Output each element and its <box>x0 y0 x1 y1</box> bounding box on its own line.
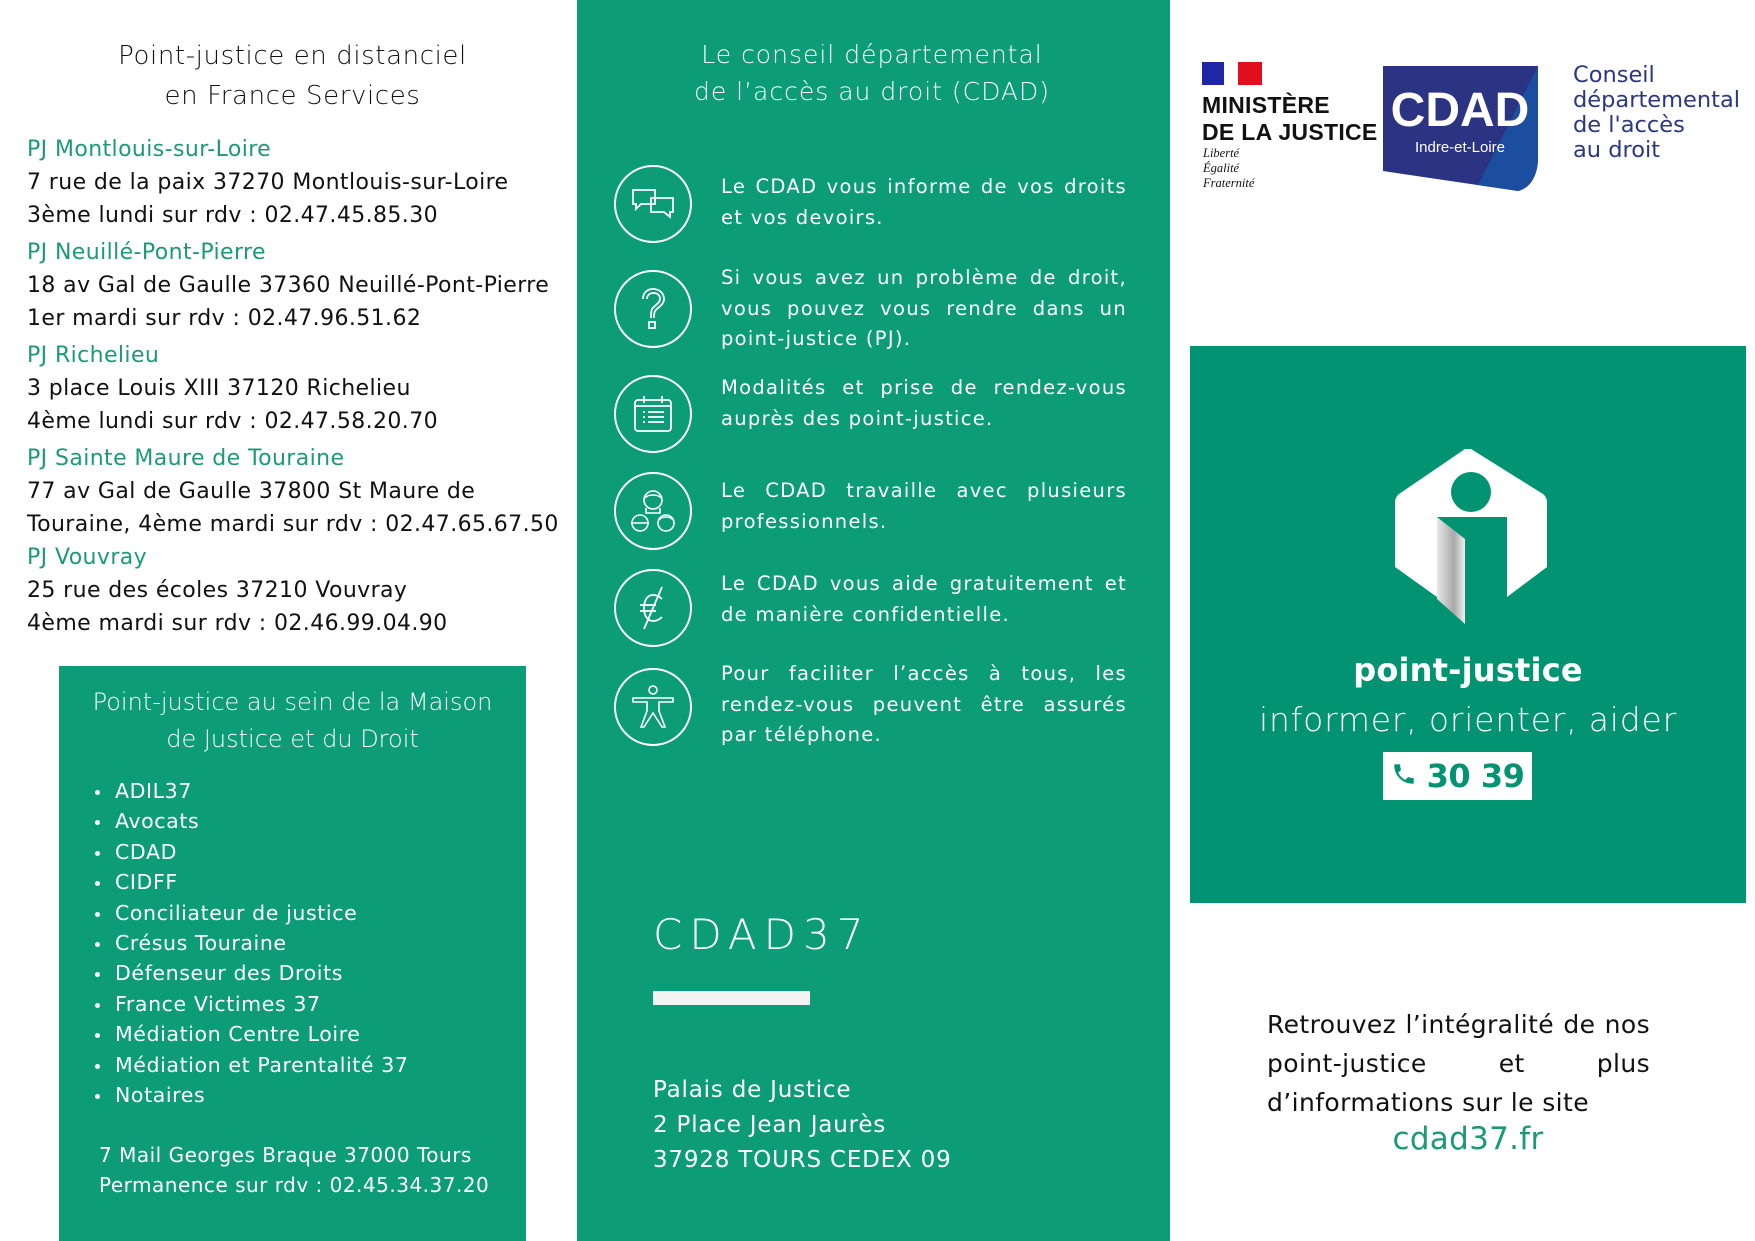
distanciel-title-line1: Point-justice en distanciel <box>118 41 467 71</box>
phone-icon <box>1391 761 1417 791</box>
mjd-title <box>59 684 526 758</box>
pj-schedule: 4ème mardi sur rdv : 02.46.99.04.90 <box>27 611 448 636</box>
feature-text: Le CDAD vous informe de vos droits et vos devoirs. <box>721 175 1127 229</box>
partner-item: Conciliateur de justice <box>93 898 526 928</box>
feature-phone-appointment <box>614 662 1134 751</box>
devise-fraternite: Fraternité <box>1203 176 1255 190</box>
feature-text: Le CDAD vous aide gratuitement et de manière confidentielle. <box>721 572 1127 626</box>
partners-list <box>59 776 526 1110</box>
feature-text: Le CDAD travaille avec plusieurs professionnels. <box>721 479 1127 533</box>
flag-blue <box>1202 62 1224 85</box>
cdad-info-column <box>577 0 1170 1241</box>
feature-text: Pour faciliter l’accès à tous, les rendez-vous peuvent être assurés par téléphone. <box>721 662 1127 746</box>
feature-text: Modalités et prise de rendez-vous auprès des point-justice. <box>721 376 1127 430</box>
mjd-title-line1: Point-justice au sein de la Maison <box>92 688 493 716</box>
org-address <box>653 1073 952 1178</box>
pj-item-montlouis <box>27 133 572 232</box>
pj-schedule: 4ème lundi sur rdv : 02.47.58.20.70 <box>27 409 438 434</box>
org-address-line3: 37928 TOURS CEDEX 09 <box>653 1147 952 1173</box>
website-link[interactable]: cdad37.fr <box>1392 1121 1544 1157</box>
distanciel-title <box>0 36 585 116</box>
pj-schedule: 3ème lundi sur rdv : 02.47.45.85.30 <box>27 203 438 228</box>
pj-name: PJ Neuillé-Pont-Pierre <box>27 240 266 265</box>
cdad-side-line1: Conseil <box>1573 62 1655 88</box>
cdad-side-line2: départemental <box>1573 87 1740 113</box>
org-address-line2: 2 Place Jean Jaurès <box>653 1112 887 1138</box>
feature-professionals <box>614 472 1134 550</box>
devise-liberte: Liberté <box>1203 146 1240 160</box>
partner-item: CDAD <box>93 837 526 867</box>
pj-name: PJ Sainte Maure de Touraine <box>27 446 345 471</box>
marianne-flag-logo <box>1202 62 1262 85</box>
maison-justice-droit-box <box>59 666 526 1241</box>
calendar-icon <box>614 375 692 453</box>
pj-schedule: Touraine, 4ème mardi sur rdv : 02.47.65.67.50 <box>27 512 559 537</box>
mjd-title-line2: de Justice et du Droit <box>166 725 419 753</box>
cdad-title-line2: de l’accès au droit (CDAD) <box>693 77 1051 106</box>
cdad-logo <box>1383 66 1538 191</box>
devise-egalite: Égalité <box>1203 161 1240 175</box>
partner-item: France Victimes 37 <box>93 989 526 1019</box>
pj-address: 3 place Louis XIII 37120 Richelieu <box>27 376 411 401</box>
org-address-line1: Palais de Justice <box>653 1077 852 1103</box>
distanciel-title-line2: en France Services <box>164 81 421 111</box>
pj-address: 25 rue des écoles 37210 Vouvray <box>27 578 408 603</box>
partner-item: Médiation et Parentalité 37 <box>93 1050 526 1080</box>
pj-item-sainte-maure <box>27 442 572 541</box>
professionals-group-icon <box>614 472 692 550</box>
feature-problem <box>614 266 1134 355</box>
partner-item: ADIL37 <box>93 776 526 806</box>
cdad-acronym: CDAD <box>1390 84 1530 137</box>
chat-bubbles-icon <box>614 165 692 243</box>
pj-item-vouvray <box>27 541 572 640</box>
phone-number: 30 39 <box>1426 757 1525 795</box>
feature-inform <box>614 165 1134 243</box>
flag-red <box>1238 62 1262 85</box>
mjd-address-line: 7 Mail Georges Braque 37000 Tours <box>99 1143 472 1168</box>
cdad-title-line1: Le conseil départemental <box>701 40 1043 69</box>
pj-item-richelieu <box>27 339 572 438</box>
partner-item: Notaires <box>93 1080 526 1110</box>
pj-name: PJ Richelieu <box>27 343 160 368</box>
partner-item: Défenseur des Droits <box>93 958 526 988</box>
pj-address: 18 av Gal de Gaulle 37360 Neuillé-Pont-Pierre <box>27 273 550 298</box>
point-justice-list <box>27 133 572 644</box>
ministere-line2: DE LA JUSTICE <box>1202 119 1378 145</box>
flag-white <box>1224 62 1238 85</box>
cdad-side-line4: au droit <box>1573 137 1661 163</box>
point-justice-brand: point-justice <box>1353 651 1583 689</box>
cdad-title <box>577 36 1167 110</box>
mjd-permanence: Permanence sur rdv : 02.45.34.37.20 <box>99 1173 490 1198</box>
cdad-logo-side-text <box>1573 63 1740 163</box>
feature-text: Si vous avez un problème de droit, vous pouvez vous rendre dans un point-justice (PJ). <box>721 266 1127 350</box>
feature-free <box>614 569 1134 647</box>
question-mark-icon <box>614 270 692 348</box>
partner-item: Médiation Centre Loire <box>93 1019 526 1049</box>
pj-schedule: 1er mardi sur rdv : 02.47.96.51.62 <box>27 306 422 331</box>
point-justice-logo-icon <box>1395 449 1547 624</box>
no-euro-icon <box>614 569 692 647</box>
org-name: CDAD37 <box>653 910 871 959</box>
pj-address: 77 av Gal de Gaulle 37800 St Maure de <box>27 479 476 504</box>
cdad-subtitle: Indre-et-Loire <box>1414 139 1506 156</box>
point-justice-tagline: informer, orienter, aider <box>1258 700 1677 739</box>
decorative-bar <box>653 991 810 1005</box>
partner-item: CIDFF <box>93 867 526 897</box>
republic-motto <box>1203 146 1254 191</box>
phone-badge[interactable] <box>1383 752 1532 800</box>
pj-name: PJ Montlouis-sur-Loire <box>27 137 272 162</box>
ministere-line1: MINISTÈRE <box>1202 92 1330 118</box>
pj-address: 7 rue de la paix 37270 Montlouis-sur-Loire <box>27 170 509 195</box>
partner-item: Avocats <box>93 806 526 836</box>
pj-name: PJ Vouvray <box>27 545 148 570</box>
pj-item-neuille <box>27 236 572 335</box>
feature-appointment <box>614 375 1134 453</box>
retrouvez-text: Retrouvez l’intégralité de nos point-justice et plus d’informations sur le site <box>1267 1010 1650 1117</box>
cdad-side-line3: de l'accès <box>1573 112 1685 138</box>
ministere-logo-text <box>1202 92 1378 146</box>
accessibility-person-icon <box>614 668 692 746</box>
mjd-address <box>59 1140 526 1200</box>
partner-item: Crésus Touraine <box>93 928 526 958</box>
point-justice-panel <box>1190 346 1746 903</box>
